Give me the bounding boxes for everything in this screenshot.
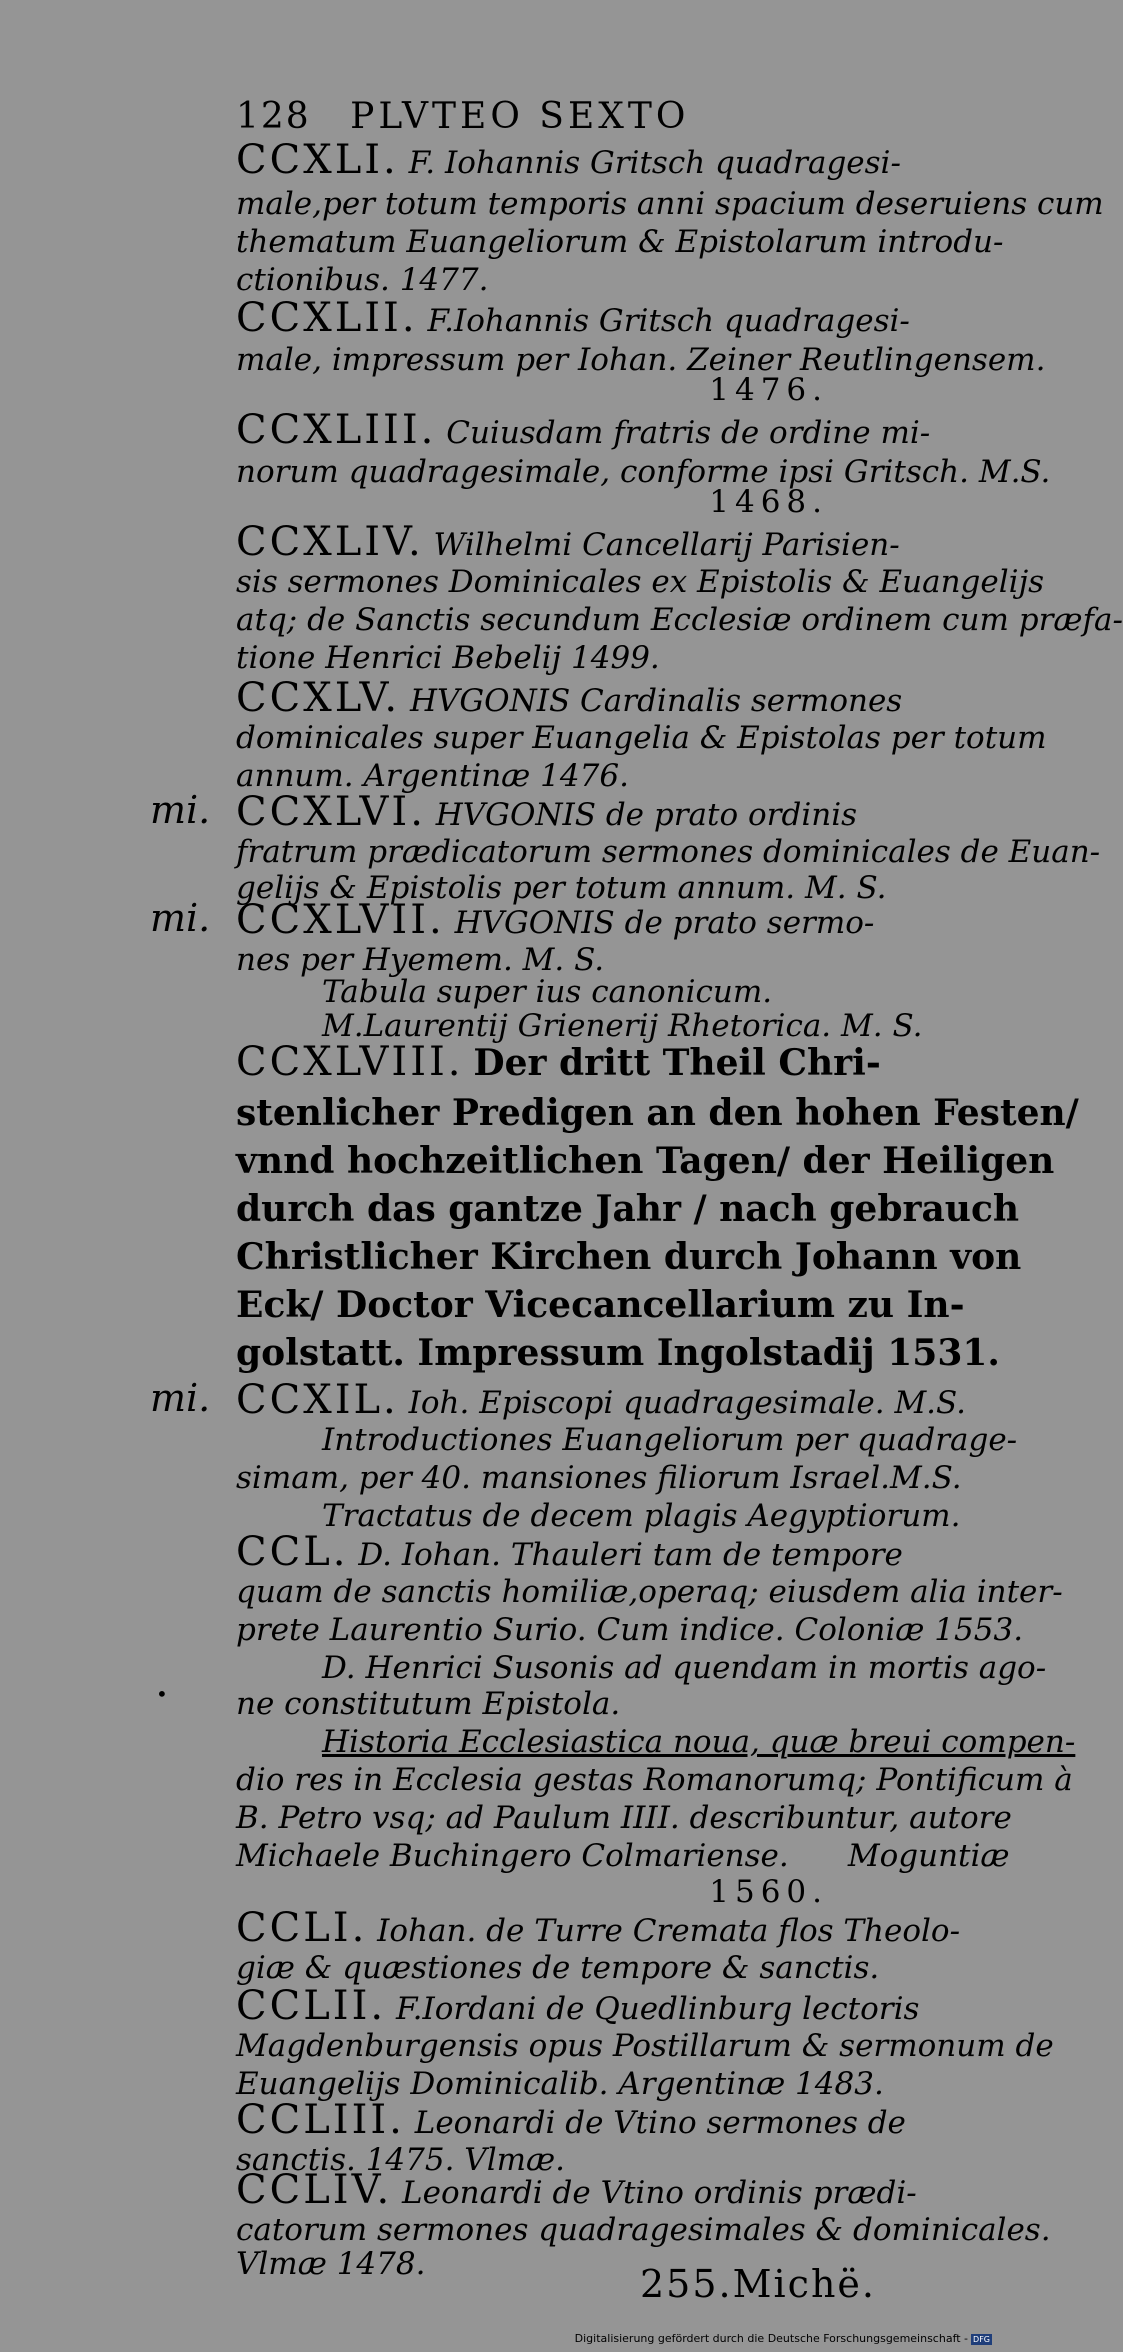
entry-line: norum quadragesimale, conforme ipsi Gritsch. M.S. xyxy=(236,454,1051,490)
margin-note: mi. xyxy=(150,1376,211,1420)
entry-line: sanctis. 1475. Vlmæ. xyxy=(236,2142,565,2178)
page-number: 128 xyxy=(236,96,311,137)
entry-line: ctionibus. 1477. xyxy=(236,262,489,298)
credit-text: Digitalisierung gefördert durch die Deutsche Forschungsgemeinschaft - xyxy=(574,2332,969,2345)
entry-line: M.Laurentij Grienerij Rhetorica. M. S. xyxy=(322,1008,923,1044)
entry-line: quam de sanctis homiliæ,operaq; eiusdem alia inter- xyxy=(236,1574,1063,1610)
entry-line: Christlicher Kirchen durch Johann von xyxy=(236,1236,1022,1278)
entry-line: CCLII. F.Iordani de Quedlinburg lectoris xyxy=(236,1983,920,2029)
entry-line: gelijs & Epistolis per totum annum. M. S. xyxy=(236,870,887,906)
entry-line: Euangelijs Dominicalib. Argentinæ 1483. xyxy=(236,2066,884,2102)
margin-note: mi. xyxy=(150,896,211,940)
digitization-credit xyxy=(575,2332,992,2345)
entry-year: 1468. xyxy=(709,484,828,520)
entry-line: CCXLII. F.Iohannis Gritsch quadragesi- xyxy=(236,295,910,341)
entry-line: annum. Argentinæ 1476. xyxy=(236,758,629,794)
entry-line: giæ & quæstiones de tempore & sanctis. xyxy=(236,1950,880,1986)
entry-line: ne constitutum Epistola. xyxy=(236,1686,621,1722)
running-title: PLVTEO SEXTO xyxy=(350,96,690,137)
entry-line: durch das gantze Jahr / nach gebrauch xyxy=(236,1188,1020,1230)
entry-line: nes per Hyemem. M. S. xyxy=(236,942,605,978)
entry-line: thematum Euangeliorum & Epistolarum introdu- xyxy=(236,224,1004,260)
entry-line: Michaele Buchingero Colmariense. Moguntiæ xyxy=(236,1838,1010,1874)
entry-line: Historia Ecclesiastica noua, quæ breui compen- xyxy=(322,1724,1076,1760)
margin-note: mi. xyxy=(150,788,211,832)
entry-line: catorum sermones quadragesimales & dominicales. xyxy=(236,2212,1051,2248)
entry-line: male, impressum per Iohan. Zeiner Reutlingensem. xyxy=(236,342,1046,378)
entry-line: D. Henrici Susonis ad quendam in mortis ago- xyxy=(322,1650,1047,1686)
entry-line: atq; de Sanctis secundum Ecclesiæ ordinem cum præfa- xyxy=(236,602,1123,638)
entry-line: CCLIV. Leonardi de Vtino ordinis prædi- xyxy=(236,2167,917,2213)
entry-line: CCXIL. Ioh. Episcopi quadragesimale. M.S. xyxy=(236,1377,967,1423)
entry-line: Vlmæ 1478. xyxy=(236,2246,426,2282)
entry-line: CCXLIII. Cuiusdam fratris de ordine mi- xyxy=(236,407,931,453)
entry-line: sis sermones Dominicales ex Epistolis & Euangelijs xyxy=(236,564,1045,600)
entry-line: prete Laurentio Surio. Cum indice. Coloniæ 1553. xyxy=(236,1612,1024,1648)
entry-line: simam, per 40. mansiones filiorum Israel.M.S. xyxy=(236,1460,962,1496)
entry-line: B. Petro vsq; ad Paulum IIII. describuntur, autore xyxy=(236,1800,1012,1836)
entry-line: vnnd hochzeitlichen Tagen/ der Heiligen xyxy=(236,1140,1055,1182)
entry-line: fratrum prædicatorum sermones dominicales de Euan- xyxy=(236,834,1101,870)
entry-year: 1560. xyxy=(709,1874,828,1910)
entry-line: Introductiones Euangeliorum per quadrage- xyxy=(322,1422,1018,1458)
margin-dot: • xyxy=(156,1682,168,1706)
entry-line: CCXLIV. Wilhelmi Cancellarij Parisien- xyxy=(236,519,900,565)
entry-year: 1476. xyxy=(709,372,828,408)
entry-line: Magdenburgensis opus Postillarum & sermonum de xyxy=(236,2028,1054,2064)
page-header xyxy=(236,96,689,137)
dfg-logo: DFG xyxy=(973,2334,990,2344)
entry-line: dio res in Ecclesia gestas Romanorumq; Pontificum à xyxy=(236,1762,1073,1798)
entry-line: stenlicher Predigen an den hohen Festen/ xyxy=(236,1092,1079,1134)
entry-line: CCLIII. Leonardi de Vtino sermones de xyxy=(236,2097,906,2143)
entry-line: CCXLVII. HVGONIS de prato sermo- xyxy=(236,897,875,943)
entry-line: CCXLVI. HVGONIS de prato ordinis xyxy=(236,789,858,835)
entry-line: Tabula super ius canonicum. xyxy=(322,974,773,1010)
catchword: 255.Michë. xyxy=(640,2262,876,2306)
entry-line: golstatt. Impressum Ingolstadij 1531. xyxy=(236,1332,1000,1374)
entry-line: Eck/ Doctor Vicecancellarium zu In- xyxy=(236,1284,965,1326)
entry-line: CCL. D. Iohan. Thauleri tam de tempore xyxy=(236,1529,903,1575)
entry-line: CCXLI. F. Iohannis Gritsch quadragesi- xyxy=(236,137,901,183)
entry-line: Tractatus de decem plagis Aegyptiorum. xyxy=(322,1498,961,1534)
entry-line: CCLI. Iohan. de Turre Cremata flos Theolo- xyxy=(236,1905,961,1951)
entry-line: CCXLV. HVGONIS Cardinalis sermones xyxy=(236,675,903,721)
entry-line: male,per totum temporis anni spacium deseruiens cum xyxy=(236,186,1104,222)
entry-line: dominicales super Euangelia & Epistolas per totum xyxy=(236,720,1047,756)
entry-line: CCXLVIII. Der dritt Theil Chri- xyxy=(236,1039,881,1085)
entry-line: tione Henrici Bebelij 1499. xyxy=(236,640,660,676)
